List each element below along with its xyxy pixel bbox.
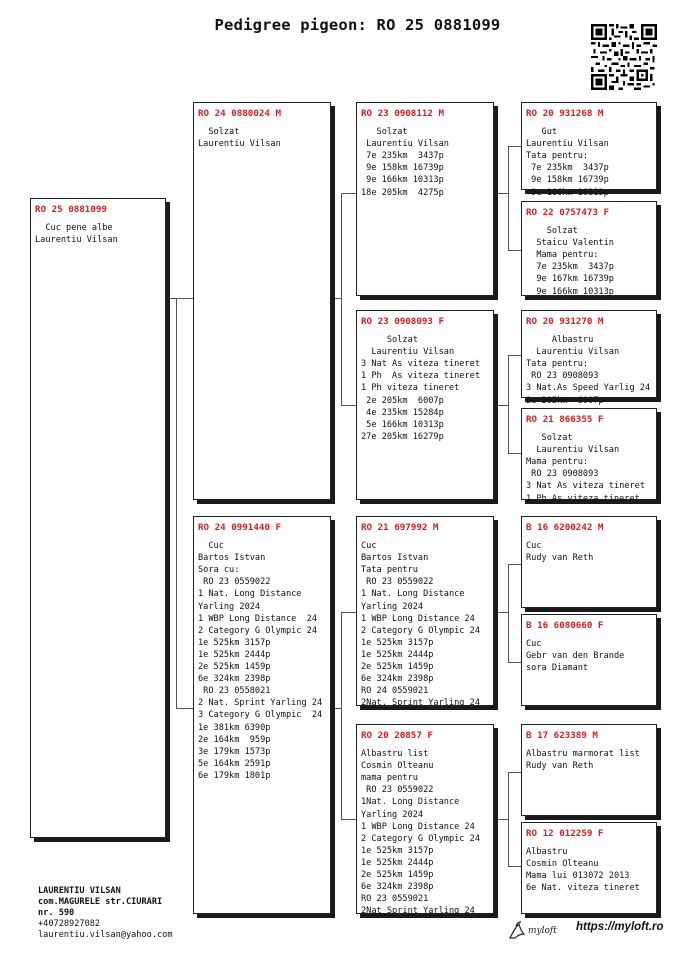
- pigeon-card-dds[interactable]: [521, 724, 657, 816]
- detail-line: 2e 525km 1459p: [198, 662, 271, 673]
- bird-details: [526, 638, 652, 674]
- detail-line: 3 Category G Olympic 24: [198, 710, 323, 721]
- ring-number: B 16 6200242 M: [526, 522, 604, 533]
- bird-details: [526, 748, 652, 772]
- detail-line: Albastru: [526, 847, 568, 858]
- detail-line: RO 23 0558021: [198, 686, 271, 697]
- pigeon-card-ds[interactable]: [356, 516, 494, 709]
- connector-dd-out: [494, 819, 508, 821]
- detail-line: Cuc: [361, 541, 377, 552]
- detail-line: 6e 179km 1801p: [198, 770, 271, 781]
- connector-sss: [508, 146, 521, 148]
- pigeon-card-ss[interactable]: [356, 102, 494, 296]
- detail-line: 7e 235km 3437p: [526, 163, 609, 174]
- pigeon-card-sss[interactable]: [521, 102, 657, 198]
- detail-line: 2e 205km 6007p: [361, 395, 444, 406]
- detail-line: Staicu Valentin: [526, 238, 614, 249]
- bird-details: [198, 540, 326, 782]
- detail-line: 5e 164km 2591p: [198, 758, 271, 769]
- detail-line: Rudy van Reth: [526, 761, 594, 772]
- detail-line: 3e 179km 1573p: [198, 746, 271, 757]
- detail-line: 2e 525km 1459p: [361, 662, 434, 673]
- owner-phone: +40728927082: [38, 919, 101, 929]
- detail-line: Cuc: [198, 541, 224, 552]
- detail-line: 1Nat. Long Distance: [361, 797, 460, 808]
- detail-line: 1 WBP Long Distance 24: [198, 613, 317, 624]
- bird-details: [361, 334, 489, 443]
- owner-address-line1: com.MAGURELE str.CIURARI: [38, 897, 163, 907]
- detail-line: Albastru list: [361, 749, 429, 760]
- connector-dd-vertical: [508, 772, 510, 866]
- connector-dds: [508, 772, 521, 774]
- detail-line: 2e 525km 1459p: [361, 870, 434, 881]
- detail-line: 2Nat Sprint Yarling 24: [361, 906, 475, 917]
- detail-line: Sora cu:: [198, 565, 240, 576]
- detail-line: Cosmin Olteanu: [361, 761, 434, 772]
- owner-info: [38, 886, 173, 941]
- detail-line: 1e 381km 6390p: [198, 722, 271, 733]
- detail-line: Yarling 2024: [361, 809, 424, 820]
- detail-line: Bartos Istvan: [198, 553, 266, 564]
- detail-line: 6e 324km 2398p: [198, 674, 271, 685]
- detail-line: Tata pentru:: [526, 151, 589, 162]
- ring-number: B 17 623389 M: [526, 730, 598, 741]
- detail-line: Yarling 2024: [361, 601, 424, 612]
- ring-number: RO 24 0991440 F: [198, 522, 281, 533]
- connector-dam-vertical: [341, 612, 343, 819]
- detail-line: 9e 166km 10313p: [526, 286, 614, 297]
- detail-line: 9e 158km 16739p: [526, 175, 609, 186]
- pigeon-card-dam[interactable]: [193, 516, 331, 914]
- detail-line: Rudy van Reth: [526, 553, 594, 564]
- detail-line: 1 Nat. Long Distance: [361, 589, 465, 600]
- detail-line: 3 Nat As viteza tineret: [361, 359, 480, 370]
- detail-line: 9e 166km 10313p: [526, 187, 609, 198]
- detail-line: 3 Nat As viteza tineret: [526, 481, 645, 492]
- detail-line: Laurentiu Vilsan: [361, 139, 449, 150]
- connector-ddd: [508, 866, 521, 868]
- detail-line: Tata pentru: [361, 565, 418, 576]
- bird-details: [361, 748, 489, 917]
- detail-line: 1 Ph viteza tineret: [361, 383, 460, 394]
- pigeon-card-sdd[interactable]: [521, 408, 657, 504]
- connector-ss-vertical: [508, 146, 510, 250]
- detail-line: 2 Category G Olympic 24: [198, 625, 317, 636]
- detail-line: 1 Nat. Long Distance: [198, 589, 302, 600]
- detail-line: Bartos Istvan: [361, 553, 429, 564]
- connector-sd-out: [494, 405, 508, 407]
- site-link[interactable]: https://myloft.ro: [576, 921, 664, 933]
- ring-number: RO 21 866355 F: [526, 414, 604, 425]
- detail-line: 9e 158km 16739p: [361, 163, 444, 174]
- detail-line: 1e 525km 3157p: [198, 637, 271, 648]
- detail-line: Gut: [526, 127, 558, 138]
- connector-ds: [341, 612, 356, 614]
- connector-dss: [508, 564, 521, 566]
- detail-line: 7e 235km 3437p: [526, 262, 614, 273]
- connector-sire-out: [331, 298, 341, 300]
- connector-ss-out: [494, 193, 508, 195]
- ring-number: RO 24 0880024 M: [198, 108, 281, 119]
- connector-subject: [166, 298, 176, 300]
- pigeon-card-dss[interactable]: [521, 516, 657, 608]
- detail-line: Laurentiu Vilsan: [35, 235, 118, 246]
- detail-line: 1e 525km 2444p: [361, 649, 434, 660]
- pigeon-card-dsd[interactable]: [521, 614, 657, 706]
- detail-line: 1 WBP Long Distance 24: [361, 613, 475, 624]
- owner-name: LAURENTIU VILSAN: [38, 886, 121, 896]
- page-title: Pedigree pigeon: RO 25 0881099: [214, 16, 501, 34]
- detail-line: 7e 235km 3437p: [361, 151, 444, 162]
- detail-line: 1 Ph As viteza tineret: [361, 371, 480, 382]
- connector-sd-vertical: [508, 355, 510, 453]
- detail-line: Cuc: [526, 541, 542, 552]
- pigeon-card-sds[interactable]: [521, 310, 657, 406]
- connector-dam: [176, 708, 193, 710]
- bird-details: [526, 225, 652, 298]
- detail-line: Laurentiu Vilsan: [526, 139, 609, 150]
- myloft-logo-icon: [506, 918, 568, 942]
- detail-line: 1 WBP Long Distance 24: [361, 821, 475, 832]
- ring-number: RO 20 931270 M: [526, 316, 604, 327]
- connector-sd: [341, 405, 356, 407]
- bird-details: [526, 334, 652, 407]
- ring-number: RO 12 012259 F: [526, 828, 604, 839]
- detail-line: Solzat: [526, 226, 578, 237]
- detail-line: 9e 167km 16739p: [526, 274, 614, 285]
- detail-line: 2e 205km 6007p: [526, 395, 604, 406]
- detail-line: 5e 166km 10313p: [361, 419, 444, 430]
- detail-line: sora Diamant: [526, 663, 589, 674]
- detail-line: RO 23 0908093: [526, 469, 599, 480]
- detail-line: Solzat: [198, 127, 240, 138]
- connector-sire-vertical: [341, 193, 343, 405]
- bird-details: [526, 126, 652, 199]
- connector-sds: [508, 355, 521, 357]
- pigeon-card-sire[interactable]: [193, 102, 331, 500]
- detail-line: 6e 324km 2398p: [361, 882, 434, 893]
- pigeon-card-subject[interactable]: [30, 198, 166, 838]
- qr-code: [591, 24, 657, 90]
- detail-line: Mama lui 013072 2013: [526, 871, 630, 882]
- ring-number: RO 23 0908112 M: [361, 108, 444, 119]
- detail-line: 1e 525km 2444p: [361, 857, 434, 868]
- detail-line: 2 Category G Olympic 24: [361, 625, 480, 636]
- detail-line: RO 23 0908093: [526, 371, 599, 382]
- detail-line: Laurentiu Vilsan: [361, 347, 455, 358]
- detail-line: Laurentiu Vilsan: [526, 347, 620, 358]
- ring-number: RO 21 697992 M: [361, 522, 439, 533]
- detail-line: Laurentiu Vilsan: [198, 139, 281, 150]
- detail-line: Cosmin Olteanu: [526, 859, 599, 870]
- detail-line: RO 24 0559021: [361, 686, 429, 697]
- detail-line: 3 Nat.As Speed Yarlig 24: [526, 383, 651, 394]
- detail-line: 6e 324km 2398p: [361, 674, 434, 685]
- ring-number: RO 20 931268 M: [526, 108, 604, 119]
- logo-text: myloft: [528, 926, 557, 936]
- detail-line: RO 23 0559021: [361, 894, 429, 905]
- detail-line: 2e 164km 959p: [198, 734, 271, 745]
- pigeon-card-ddd[interactable]: [521, 822, 657, 914]
- connector-ds-vertical: [508, 564, 510, 662]
- connector-gen1-vertical: [176, 298, 178, 708]
- detail-line: 2 Nat. Sprint Yarling 24: [198, 698, 323, 709]
- detail-line: Albastru marmorat list: [526, 749, 640, 760]
- connector-dd: [341, 819, 356, 821]
- bird-details: [526, 432, 652, 505]
- detail-line: 6e Nat. viteza tineret: [526, 883, 640, 894]
- connector-ds-out: [494, 612, 508, 614]
- detail-line: Solzat: [361, 335, 418, 346]
- detail-line: Solzat: [526, 433, 573, 444]
- bird-details: [198, 126, 326, 150]
- pigeon-card-ssd[interactable]: [521, 201, 657, 296]
- pigeon-card-dd[interactable]: [356, 724, 494, 917]
- bird-details: [361, 540, 489, 709]
- detail-line: Gebr van den Brande: [526, 651, 625, 662]
- owner-email[interactable]: laurentiu.vilsan@yahoo.com: [38, 930, 173, 940]
- detail-line: 2Nat. Sprint Yarling 24: [361, 698, 480, 709]
- detail-line: Cuc: [526, 639, 542, 650]
- detail-line: 1e 525km 3157p: [361, 845, 434, 856]
- detail-line: 9e 166km 10313p: [361, 175, 444, 186]
- detail-line: 1e 525km 3157p: [361, 637, 434, 648]
- detail-line: 18e 205km 4275p: [361, 187, 444, 198]
- detail-line: Solzat: [361, 127, 408, 138]
- detail-line: Mama pentru:: [526, 250, 599, 261]
- detail-line: 1e 525km 2444p: [198, 649, 271, 660]
- ring-number: RO 25 0881099: [35, 204, 107, 215]
- ring-number: RO 23 0908093 F: [361, 316, 444, 327]
- detail-line: 4e 235km 15284p: [361, 407, 444, 418]
- ring-number: RO 20 20857 F: [361, 730, 433, 741]
- detail-line: RO 23 0559022: [361, 577, 434, 588]
- detail-line: Mama pentru:: [526, 457, 589, 468]
- detail-line: 2 Category G Olympic 24: [361, 833, 480, 844]
- owner-address-line2: nr. 590: [38, 908, 75, 918]
- bird-details: [526, 540, 652, 564]
- connector-ss: [341, 193, 356, 195]
- detail-line: Tata pentru:: [526, 359, 589, 370]
- detail-line: 27e 205km 16279p: [361, 431, 444, 442]
- connector-dsd: [508, 662, 521, 664]
- detail-line: RO 23 0559022: [198, 577, 271, 588]
- connector-sire: [176, 298, 193, 300]
- detail-line: Albastru: [526, 335, 594, 346]
- connector-dam-out: [331, 708, 341, 710]
- bird-details: [35, 222, 161, 246]
- pigeon-card-sd[interactable]: [356, 310, 494, 500]
- detail-line: Yarling 2024: [198, 601, 261, 612]
- bird-details: [361, 126, 489, 199]
- connector-sdd: [508, 453, 521, 455]
- ring-number: RO 22 0757473 F: [526, 207, 609, 218]
- bird-details: [526, 846, 652, 894]
- ring-number: B 16 6080660 F: [526, 620, 604, 631]
- detail-line: 1 Ph As viteza tineret: [526, 493, 640, 504]
- detail-line: mama pentru: [361, 773, 418, 784]
- connector-ssd: [508, 250, 521, 252]
- detail-line: RO 23 0559022: [361, 785, 434, 796]
- detail-line: Cuc pene albe: [35, 223, 113, 234]
- detail-line: Laurentiu Vilsan: [526, 445, 620, 456]
